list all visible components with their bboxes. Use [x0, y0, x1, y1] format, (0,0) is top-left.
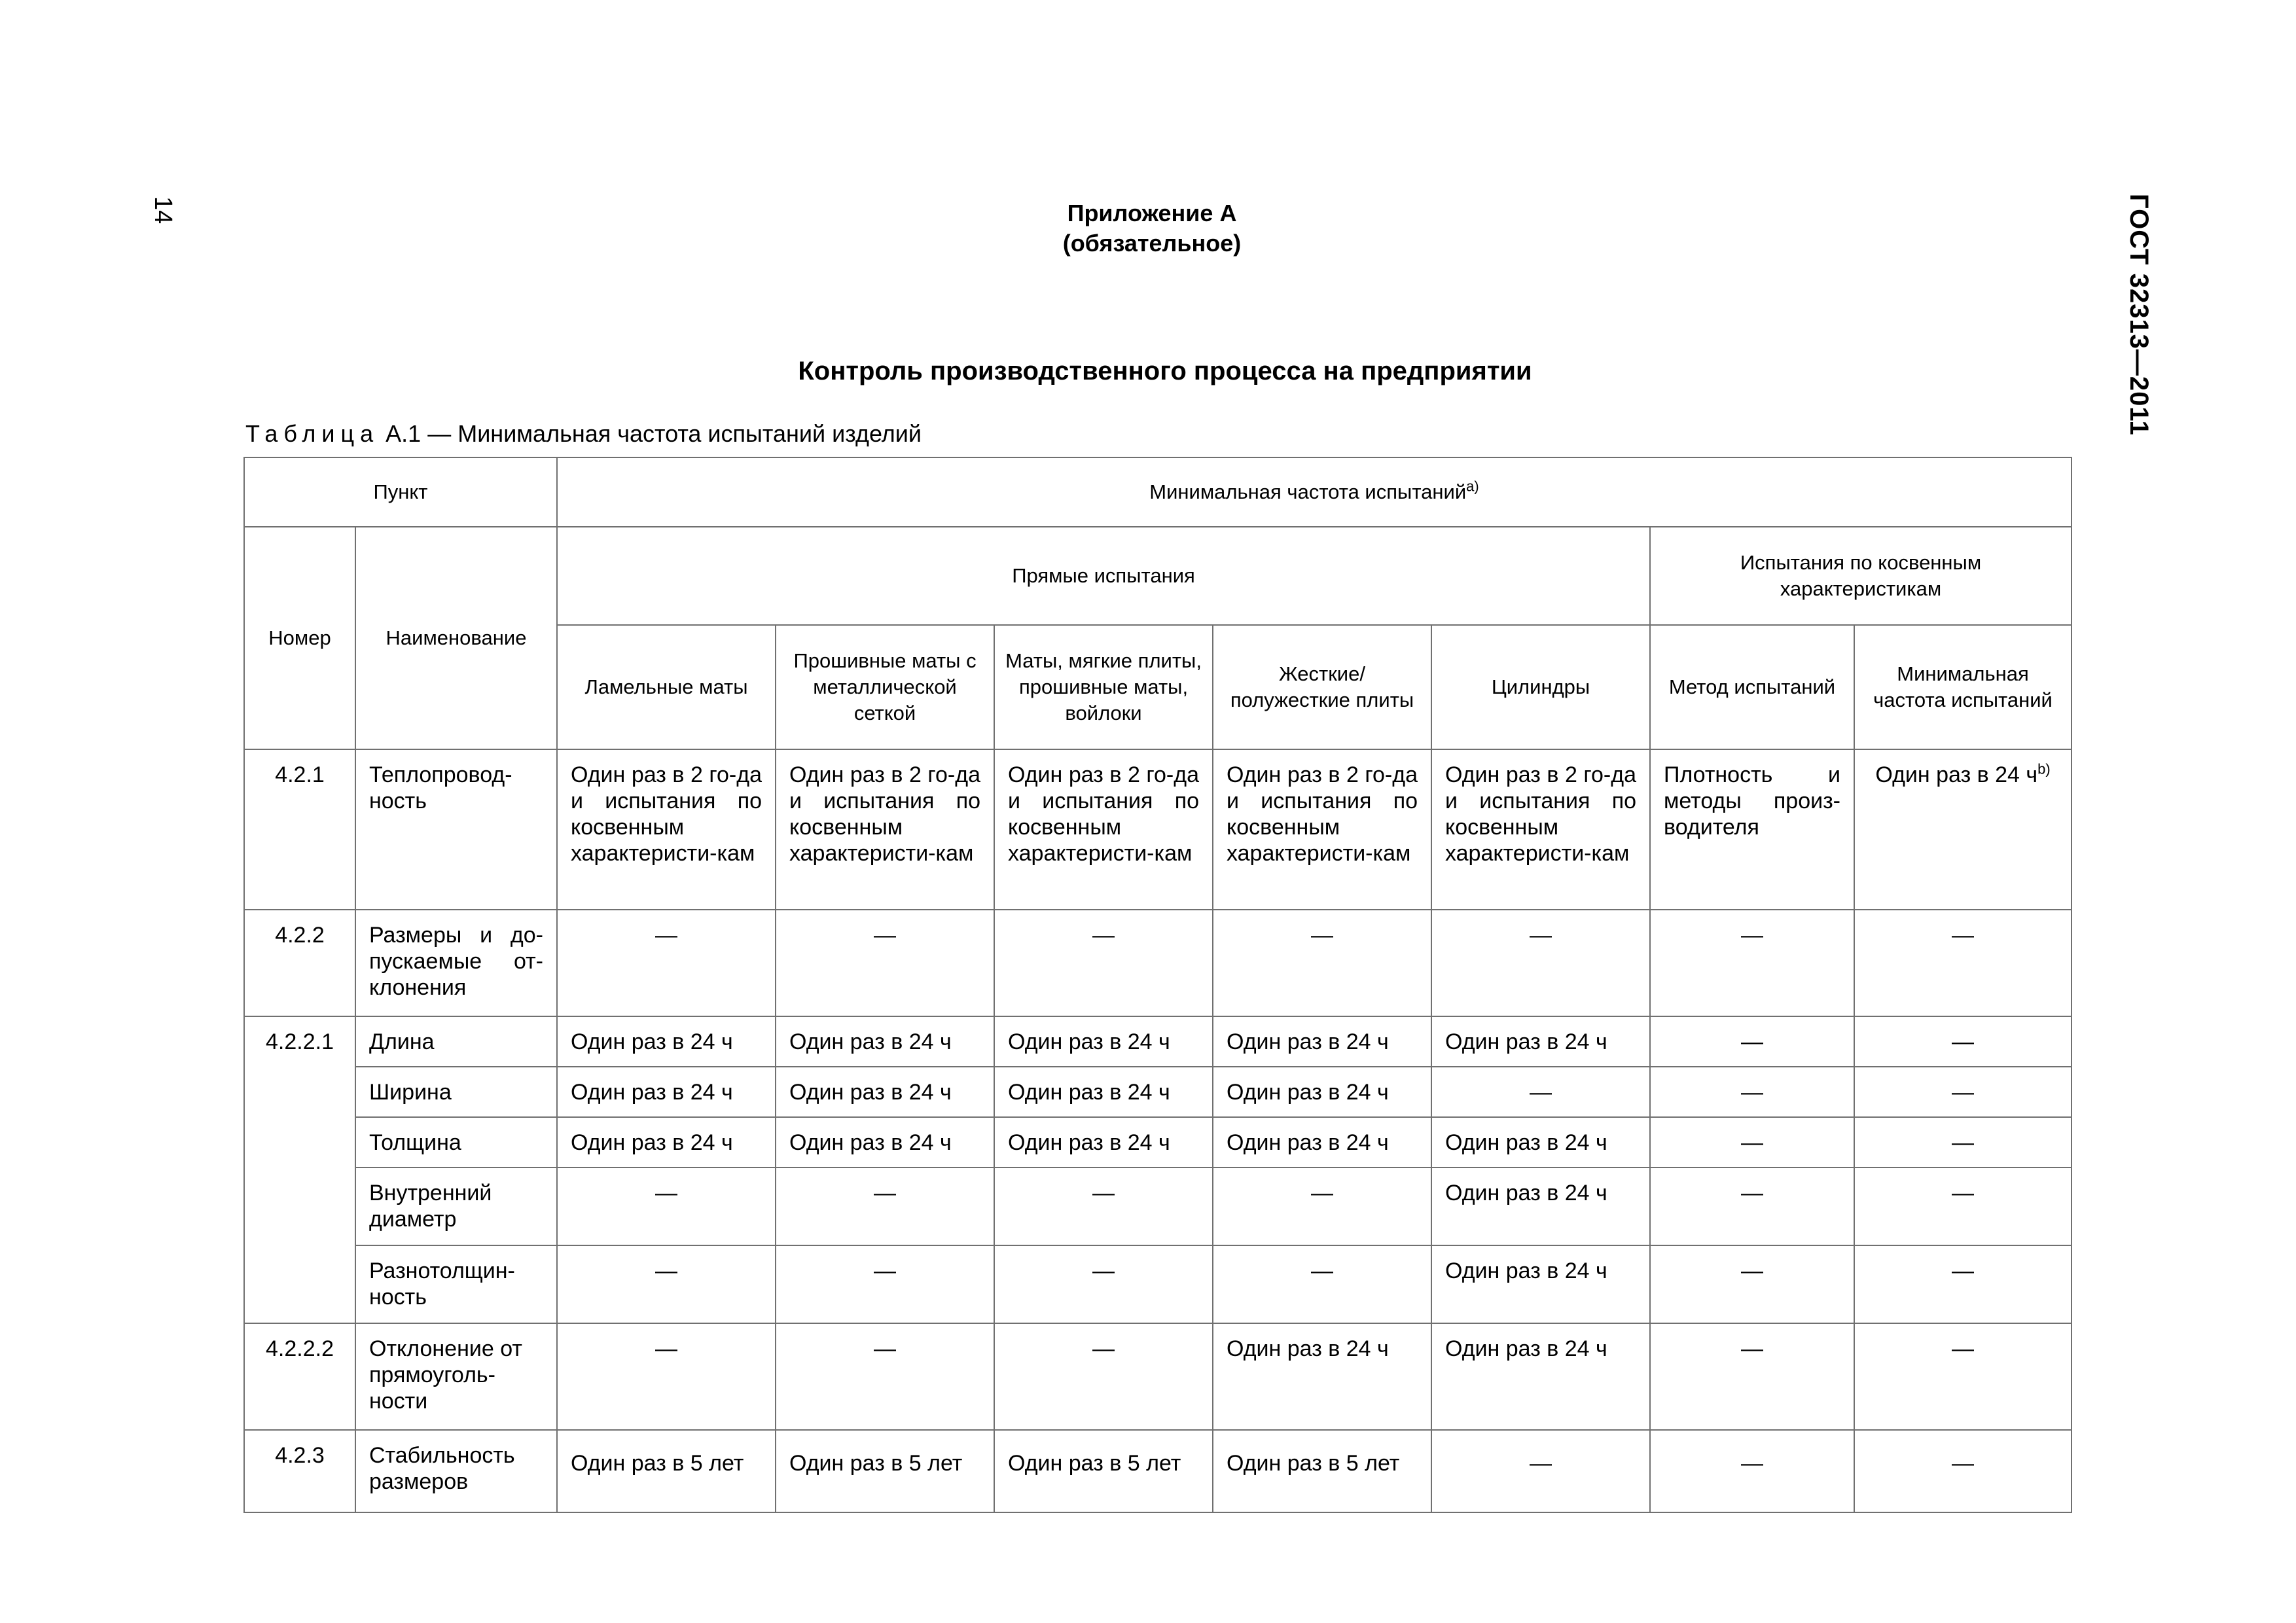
table-row [244, 1168, 2072, 1245]
header-direct-tests: Прямые испытания [557, 527, 1650, 625]
table-cell: Один раз в 5 лет [557, 1430, 776, 1512]
table-cell: Один раз в 24 ч [1431, 1168, 1650, 1245]
table-cell: — [994, 1323, 1213, 1430]
table-caption-text: А.1 — Минимальная частота испытаний изделий [386, 420, 922, 447]
table-cell: — [1854, 1430, 2072, 1512]
table-cell: — [1650, 1117, 1854, 1168]
row-name: Внутренний диаметр [355, 1168, 557, 1245]
row-name: Длина [355, 1016, 557, 1067]
header-stitched-mats: Прошивные маты с металлической сеткой [776, 625, 994, 749]
table-cell: Один раз в 2 го-да и испытания по косвенным характеристи-кам [994, 749, 1213, 910]
header-cylinders: Цилиндры [1431, 625, 1650, 749]
table-cell: — [1650, 910, 1854, 1016]
table-caption-prefix: Таблица [245, 420, 380, 447]
table-cell: Один раз в 24 ч [994, 1016, 1213, 1067]
table-cell: Один раз в 2 го-да и испытания по косвенным характеристи-кам [1213, 749, 1431, 910]
table-cell [1854, 749, 2072, 910]
header-indirect-tests: Испытания по косвенным характеристикам [1650, 527, 2072, 625]
table-cell: Один раз в 2 го-да и испытания по косвенным характеристи-кам [776, 749, 994, 910]
table-cell: Один раз в 24 ч [557, 1016, 776, 1067]
table-cell: — [1431, 1067, 1650, 1117]
table-cell: — [1854, 910, 2072, 1016]
appendix-heading [969, 198, 1335, 259]
table-cell: — [1213, 1245, 1431, 1323]
header-soft-mats: Маты, мягкие плиты, прошивные маты, войлоки [994, 625, 1213, 749]
appendix-title: Приложение А [1067, 200, 1237, 226]
row-number: 4.2.2.1 [244, 1016, 355, 1323]
table-cell: Один раз в 5 лет [776, 1430, 994, 1512]
table-cell: Один раз в 24 ч [1213, 1323, 1431, 1430]
table-cell: Один раз в 24 ч [1213, 1016, 1431, 1067]
table-cell: — [1431, 910, 1650, 1016]
table-cell: — [994, 910, 1213, 1016]
table-cell: — [557, 910, 776, 1016]
row-name: Размеры и до-пускаемые от-клонения [355, 910, 557, 1016]
table-cell: Плотность и методы произ-водителя [1650, 749, 1854, 910]
table-cell: — [557, 1168, 776, 1245]
table-cell: Один раз в 24 ч [776, 1016, 994, 1067]
header-min-frequency-text: Минимальная частота испытаний [1149, 480, 1467, 503]
table-cell: Один раз в 24 ч [1431, 1323, 1650, 1430]
row-name: Теплопровод-ность [355, 749, 557, 910]
row-number: 4.2.2.2 [244, 1323, 355, 1430]
table-cell: — [776, 1168, 994, 1245]
header-naimenovanie: Наименование [355, 527, 557, 749]
header-nomer: Номер [244, 527, 355, 749]
table-cell: — [1431, 1430, 1650, 1512]
table-cell: Один раз в 24 ч [1431, 1117, 1650, 1168]
table-cell: — [994, 1168, 1213, 1245]
table-row [244, 1016, 2072, 1067]
table-cell: Один раз в 24 ч [994, 1067, 1213, 1117]
table-cell: — [1650, 1245, 1854, 1323]
header-lamel-mats: Ламельные маты [557, 625, 776, 749]
document-code: ГОСТ 32313—2011 [2125, 194, 2153, 436]
table-row [244, 910, 2072, 1016]
table-cell: — [1213, 910, 1431, 1016]
footnote-mark: b) [2037, 760, 2051, 777]
table-cell: — [776, 1323, 994, 1430]
frequency-table [243, 457, 2072, 1513]
header-min-frequency [557, 457, 2072, 527]
header-min-freq: Минимальная частота испытаний [1854, 625, 2072, 749]
table-cell: — [1650, 1016, 1854, 1067]
table-cell-text: Один раз в 24 ч [1875, 762, 2038, 787]
table-cell: Один раз в 24 ч [776, 1067, 994, 1117]
row-number: 4.2.2 [244, 910, 355, 1016]
table-cell: Один раз в 5 лет [994, 1430, 1213, 1512]
table-cell: Один раз в 24 ч [1213, 1117, 1431, 1168]
row-name: Разнотолщин-ность [355, 1245, 557, 1323]
header-test-method: Метод испытаний [1650, 625, 1854, 749]
table-cell: — [1650, 1430, 1854, 1512]
table-cell: — [1213, 1168, 1431, 1245]
table-cell: Один раз в 24 ч [557, 1067, 776, 1117]
row-name: Отклонение от прямоуголь-ности [355, 1323, 557, 1430]
table-row [244, 1245, 2072, 1323]
table-row [244, 1430, 2072, 1512]
table-cell: Один раз в 24 ч [1213, 1067, 1431, 1117]
header-min-frequency-note: а) [1466, 478, 1479, 495]
table-cell: Один раз в 24 ч [557, 1117, 776, 1168]
table-cell: Один раз в 5 лет [1213, 1430, 1431, 1512]
header-punkt: Пункт [244, 457, 557, 527]
table-cell: — [1854, 1117, 2072, 1168]
table-cell: Один раз в 2 го-да и испытания по косвенным характеристи-кам [557, 749, 776, 910]
table-cell: — [1854, 1067, 2072, 1117]
table-cell: Один раз в 24 ч [1431, 1245, 1650, 1323]
table-cell: — [1854, 1323, 2072, 1430]
table-cell: Один раз в 24 ч [994, 1117, 1213, 1168]
table-cell: — [1854, 1016, 2072, 1067]
table-cell: — [557, 1323, 776, 1430]
table-row [244, 1323, 2072, 1430]
row-number: 4.2.3 [244, 1430, 355, 1512]
table-cell: — [1650, 1067, 1854, 1117]
row-name: Стабильность размеров [355, 1430, 557, 1512]
table-cell: — [557, 1245, 776, 1323]
table-row [244, 749, 2072, 910]
table-cell: Один раз в 2 го-да и испытания по косвенным характеристи-кам [1431, 749, 1650, 910]
table-cell: Один раз в 24 ч [776, 1117, 994, 1168]
header-rigid-boards: Жесткие/ полужесткие плиты [1213, 625, 1431, 749]
table-cell: — [1650, 1168, 1854, 1245]
appendix-status: (обязательное) [1062, 230, 1242, 257]
row-name: Толщина [355, 1117, 557, 1168]
table-cell: — [1854, 1245, 2072, 1323]
table-cell: — [776, 1245, 994, 1323]
table-cell: — [776, 910, 994, 1016]
table-row [244, 1117, 2072, 1168]
section-title: Контроль производственного процесса на предприятии [798, 357, 1532, 385]
table-cell: — [1854, 1168, 2072, 1245]
row-name: Ширина [355, 1067, 557, 1117]
table-cell: — [1650, 1323, 1854, 1430]
page-number: 14 [149, 196, 177, 224]
table-cell: — [994, 1245, 1213, 1323]
row-number: 4.2.1 [244, 749, 355, 910]
table-row [244, 1067, 2072, 1117]
table-cell: Один раз в 24 ч [1431, 1016, 1650, 1067]
table-caption [245, 420, 922, 448]
